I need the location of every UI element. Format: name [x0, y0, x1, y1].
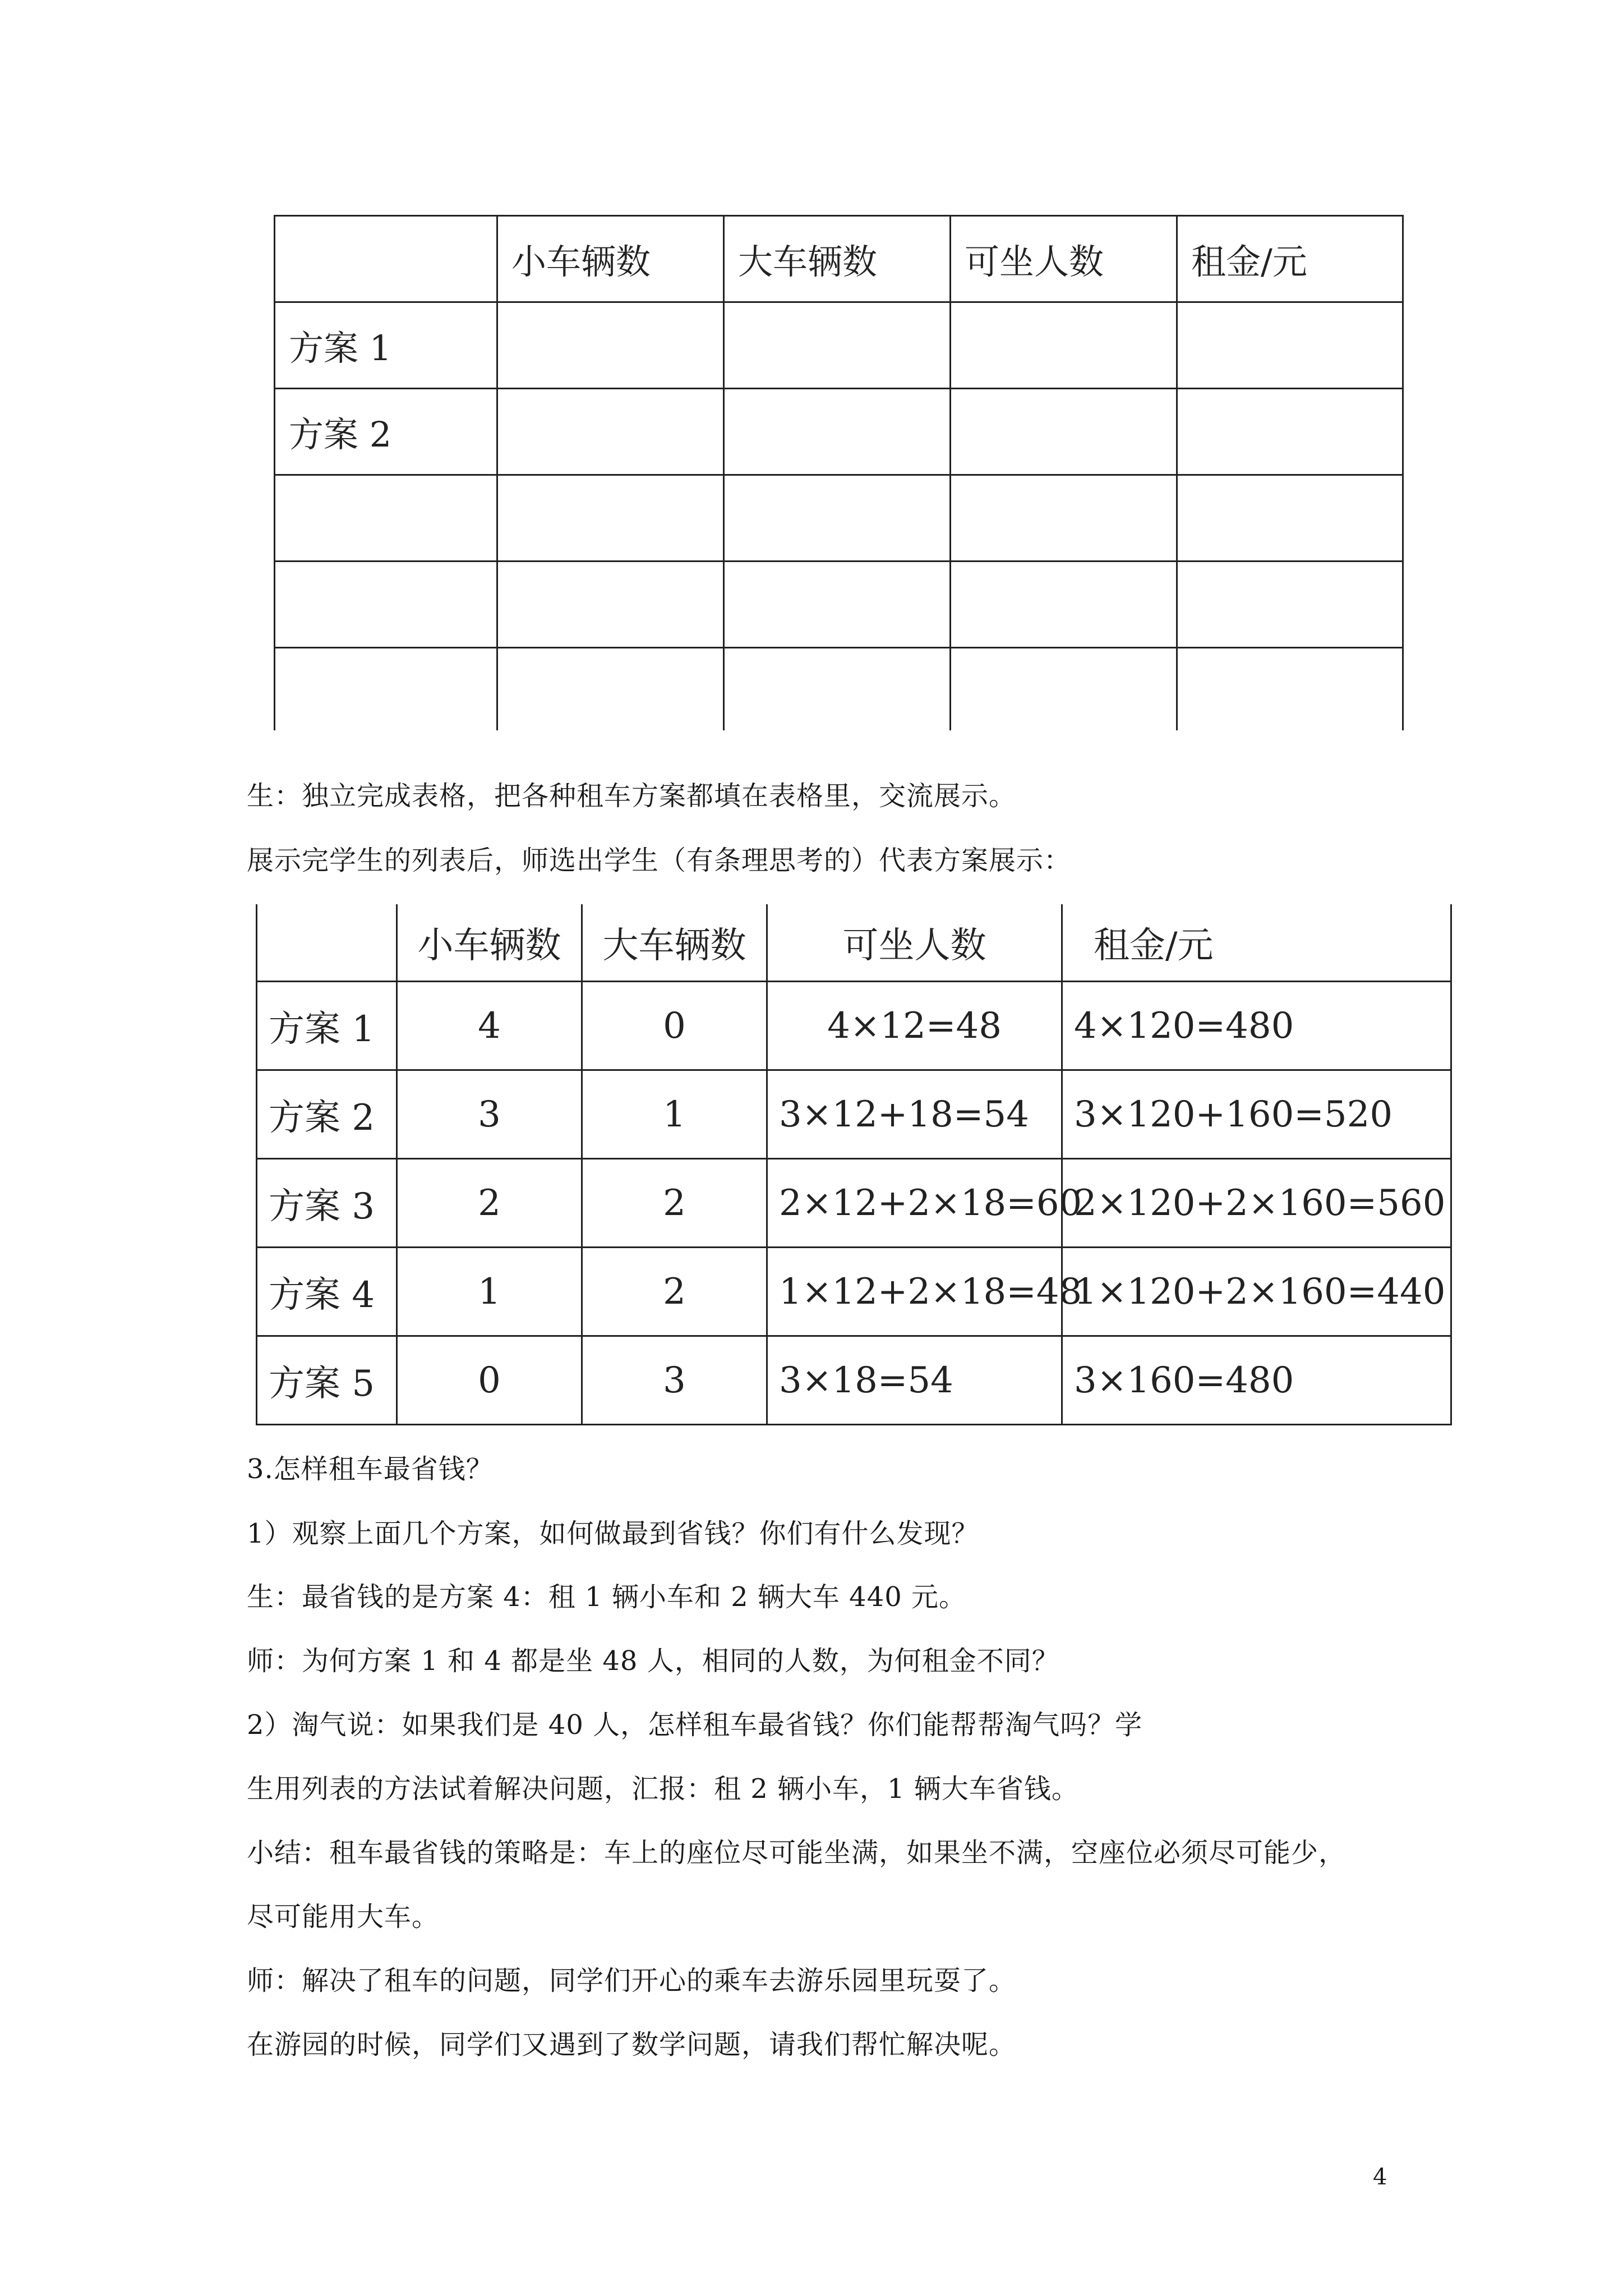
row-label: 方案 5	[257, 1336, 397, 1425]
rent-formula: 4×120=480	[1062, 982, 1451, 1070]
table-row	[257, 1159, 1451, 1248]
large-car-count: 1	[582, 1070, 767, 1159]
table-cell	[497, 562, 724, 648]
table-cell	[275, 562, 497, 648]
table-row	[275, 475, 1403, 562]
table-cell	[951, 648, 1177, 731]
table-row	[275, 648, 1403, 731]
header-cell: 小车辆数	[497, 216, 724, 302]
table-cell	[275, 648, 497, 731]
header-cell: 可坐人数	[951, 216, 1177, 302]
table-cell	[497, 648, 724, 731]
header-cell: 租金/元	[1177, 216, 1403, 302]
table-row	[257, 1336, 1451, 1425]
small-car-count: 2	[397, 1159, 582, 1248]
table-cell	[1177, 389, 1403, 475]
small-car-count: 4	[397, 982, 582, 1070]
summary-paragraph-cont: 尽可能用大车。	[247, 1901, 440, 1932]
table-header-row	[275, 216, 1403, 302]
table-cell	[951, 475, 1177, 562]
row-label: 方案 2	[257, 1070, 397, 1159]
paragraph: 师：为何方案 1 和 4 都是坐 48 人，相同的人数，为何租金不同？	[247, 1645, 1059, 1677]
table-cell	[497, 475, 724, 562]
table-row	[257, 1070, 1451, 1159]
row-label: 方案 2	[275, 389, 497, 475]
row-label: 方案 1	[275, 302, 497, 389]
row-label: 方案 1	[257, 982, 397, 1070]
rental-plan-blank-table	[274, 215, 1404, 730]
table-row	[257, 1248, 1451, 1336]
table-cell	[724, 475, 951, 562]
table-cell	[1177, 475, 1403, 562]
table-row	[275, 389, 1403, 475]
rent-formula: 3×160=480	[1062, 1336, 1451, 1425]
table-cell	[1177, 302, 1403, 389]
paragraph: 在游园的时候，同学们又遇到了数学问题，请我们帮忙解决呢。	[247, 2029, 1017, 2060]
page-number: 4	[1373, 2164, 1387, 2190]
row-label: 方案 4	[257, 1248, 397, 1336]
table-row	[257, 982, 1451, 1070]
table-cell	[497, 389, 724, 475]
large-car-count: 2	[582, 1159, 767, 1248]
seats-formula: 4×12=48	[767, 982, 1062, 1070]
small-car-count: 1	[397, 1248, 582, 1336]
row-label: 方案 3	[257, 1159, 397, 1248]
paragraph: 2）淘气说：如果我们是 40 人，怎样租车最省钱？你们能帮帮淘气吗？学	[247, 1709, 1143, 1741]
header-cell: 大车辆数	[582, 904, 767, 982]
table-cell	[951, 562, 1177, 648]
section-heading: 3.怎样租车最省钱？	[247, 1453, 494, 1485]
paragraph: 生用列表的方法试着解决问题，汇报：租 2 辆小车，1 辆大车省钱。	[247, 1773, 1079, 1805]
table-cell	[951, 389, 1177, 475]
seats-formula: 3×18=54	[767, 1336, 1062, 1425]
header-cell: 小车辆数	[397, 904, 582, 982]
table-header-row	[257, 904, 1451, 982]
seats-formula: 1×12+2×18=48	[767, 1248, 1062, 1336]
summary-paragraph: 小结：租车最省钱的策略是：车上的座位尽可能坐满，如果坐不满，空座位必须尽可能少，	[247, 1837, 1347, 1869]
header-cell: 可坐人数	[767, 904, 1062, 982]
display-intro-text: 展示完学生的列表后，师选出学生（有条理思考的）代表方案展示：	[247, 845, 1072, 876]
student-task-text: 生：独立完成表格，把各种租车方案都填在表格里，交流展示。	[247, 780, 1017, 812]
large-car-count: 3	[582, 1336, 767, 1425]
table-cell	[724, 302, 951, 389]
small-car-count: 0	[397, 1336, 582, 1425]
header-cell: 大车辆数	[724, 216, 951, 302]
table-cell	[951, 302, 1177, 389]
table-cell	[275, 475, 497, 562]
table-cell	[724, 389, 951, 475]
seats-formula: 3×12+18=54	[767, 1070, 1062, 1159]
table-row	[275, 302, 1403, 389]
small-car-count: 3	[397, 1070, 582, 1159]
large-car-count: 2	[582, 1248, 767, 1336]
header-cell	[257, 904, 397, 982]
table-cell	[1177, 562, 1403, 648]
header-cell: 租金/元	[1062, 904, 1451, 982]
header-cell	[275, 216, 497, 302]
large-car-count: 0	[582, 982, 767, 1070]
rent-formula: 1×120+2×160=440	[1062, 1248, 1451, 1336]
table-cell	[1177, 648, 1403, 731]
table-cell	[724, 562, 951, 648]
seats-formula: 2×12+2×18=60	[767, 1159, 1062, 1248]
paragraph: 生：最省钱的是方案 4：租 1 辆小车和 2 辆大车 440 元。	[247, 1581, 967, 1613]
table-cell	[497, 302, 724, 389]
table-cell	[724, 648, 951, 731]
rent-formula: 2×120+2×160=560	[1062, 1159, 1451, 1248]
table-row	[275, 562, 1403, 648]
paragraph: 师：解决了租车的问题，同学们开心的乘车去游乐园里玩耍了。	[247, 1965, 1017, 1996]
paragraph: 1）观察上面几个方案，如何做最到省钱？你们有什么发现？	[247, 1518, 979, 1549]
rent-formula: 3×120+160=520	[1062, 1070, 1451, 1159]
rental-plan-results-table	[256, 904, 1452, 1425]
